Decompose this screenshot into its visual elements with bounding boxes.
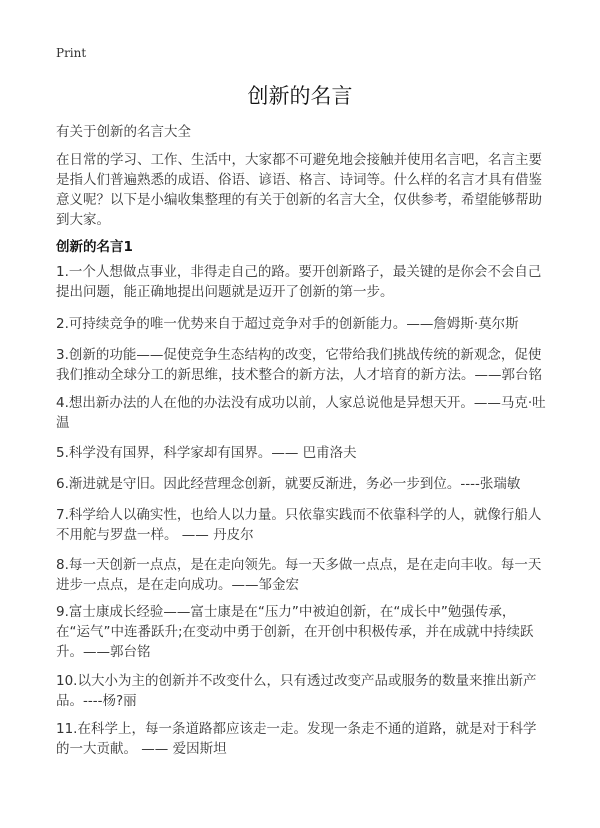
quote-item: 6.渐进就是守旧。因此经营理念创新，就要反渐进，务必一步到位。----张瑞敏 [56, 476, 521, 492]
subtitle: 有关于创新的名言大全 [56, 124, 191, 140]
section-heading: 创新的名言1 [56, 239, 133, 255]
quote-item: 8.每一天创新一点点，是在走向领先。每一天多做一点点，是在走向丰收。每一天进步一点点，是在走向成功。——邹金宏 [56, 557, 542, 593]
quote-item: 9.富士康成长经验——富士康是在“压力”中被迫创新，在“成长中”勉强传承，在“运气”中连番跃升;在变动中勇于创新，在开创中积极传承，并在成就中持续跃升。——郭台铭 [56, 604, 534, 660]
quote-item: 5.科学没有国界，科学家却有国界。—— 巴甫洛夫 [56, 445, 357, 461]
quote-item: 11.在科学上，每一条道路都应该走一走。发现一条走不通的道路，就是对于科学的一大贡献。 —— 爱因斯坦 [56, 721, 537, 757]
quote-item: 3.创新的功能——促使竞争生态结构的改变，它带给我们挑战传统的新观念，促使我们推动全球分工的新思维，技术整合的新方法，人才培育的新方法。——郭台铭 [56, 347, 542, 383]
quote-item: 2.可持续竞争的唯一优势来自于超过竞争对手的创新能力。——詹姆斯·莫尔斯 [56, 316, 519, 332]
page-title: 创新的名言 [247, 84, 353, 108]
quote-item: 4.想出新办法的人在他的办法没有成功以前，人家总说他是异想天开。——马克·吐温 [56, 395, 546, 431]
print-link[interactable]: Print [56, 46, 87, 60]
quote-item: 1.一个人想做点事业，非得走自己的路。要开创新路子，最关键的是你会不会自己提出问题，能正确地提出问题就是迈开了创新的第一步。 [56, 264, 542, 300]
intro-paragraph: 在日常的学习、工作、生活中，大家都不可避免地会接触并使用名言吧，名言主要是指人们普遍熟悉的成语、俗语、谚语、格言、诗词等。什么样的名言才具有借鉴意义呢？以下是小编收集整理的有关于创新的名言大全，仅供参考，希望能够帮助到大家。 [56, 152, 542, 228]
quote-item: 10.以大小为主的创新并不改变什么，只有透过改变产品或服务的数量来推出新产品。----杨?丽 [56, 673, 537, 709]
quote-item: 7.科学给人以确实性，也给人以力量。只依靠实践而不依靠科学的人，就像行船人不用舵与罗盘一样。 —— 丹皮尔 [56, 507, 542, 543]
